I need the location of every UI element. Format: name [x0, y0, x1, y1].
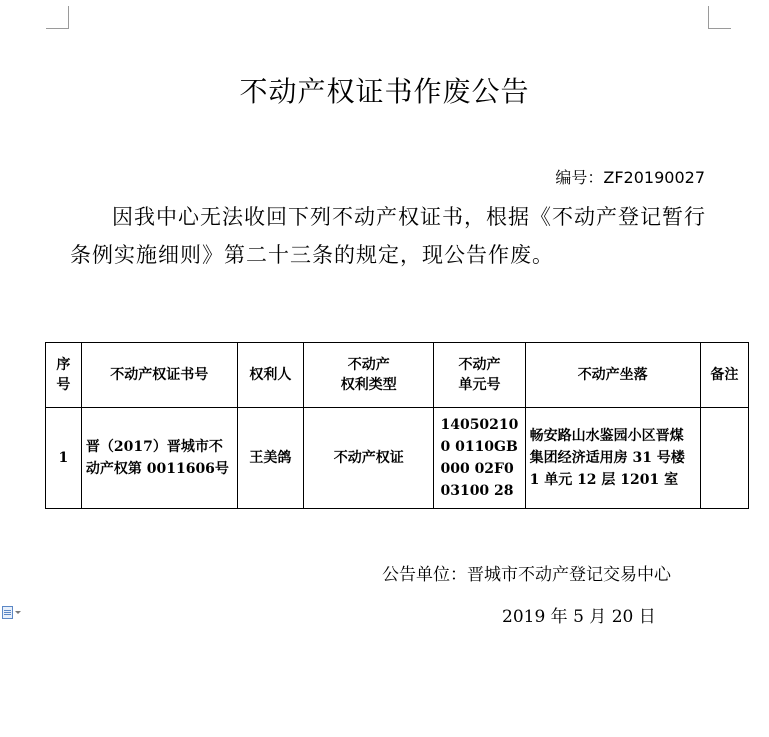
- document-number: 编号：ZF20190027: [555, 168, 705, 187]
- cell-location: 畅安路山水鉴园小区晋煤集团经济适用房 31 号楼 1 单元 12 层 1201 室: [525, 408, 700, 509]
- cell-remark: [700, 408, 748, 509]
- header-holder: 权利人: [237, 343, 304, 408]
- header-unit-number: [434, 343, 525, 408]
- header-no: 序号: [46, 343, 82, 408]
- issue-date: 2019 年 5 月 20 日: [502, 607, 656, 627]
- header-remark: 备注: [700, 343, 748, 408]
- cell-unit-number: [434, 408, 525, 509]
- document-icon: [2, 606, 13, 619]
- cell-no: 1: [46, 408, 82, 509]
- cell-holder: 王美鸽: [237, 408, 304, 509]
- header-cert-number: 不动产权证书号: [81, 343, 237, 408]
- cell-cert-number: 晋（2017）晋城市不动产权第 0011606号: [81, 408, 237, 509]
- page-title: 不动产权证书作废公告: [239, 75, 530, 108]
- cell-unit-number-text: 140502100 0110GB000 02F003100 28: [440, 417, 519, 499]
- page-corner-mark-top-right: [708, 6, 731, 29]
- chevron-down-icon: [15, 611, 21, 614]
- header-unit-line1: 不动产: [458, 357, 501, 373]
- table-row: [46, 408, 749, 509]
- announcement-paragraph: 因我中心无法收回下列不动产权证书，根据《不动产登记暂行条例实施细则》第二十三条的规定，现公告作废。: [70, 205, 706, 267]
- header-right-type: [304, 343, 434, 408]
- table-header-row: [46, 343, 749, 408]
- header-right-type-line2: 权利类型: [340, 377, 397, 393]
- issuing-unit: 公告单位：晋城市不动产登记交易中心: [382, 565, 671, 585]
- cell-right-type: 不动产权证: [304, 408, 434, 509]
- page-corner-mark-top-left: [46, 6, 69, 29]
- document-options-icon[interactable]: [2, 604, 24, 620]
- certificate-table: [45, 342, 749, 509]
- header-unit-line2: 单元号: [458, 377, 501, 393]
- header-location: 不动产坐落: [525, 343, 700, 408]
- header-right-type-line1: 不动产: [347, 357, 390, 373]
